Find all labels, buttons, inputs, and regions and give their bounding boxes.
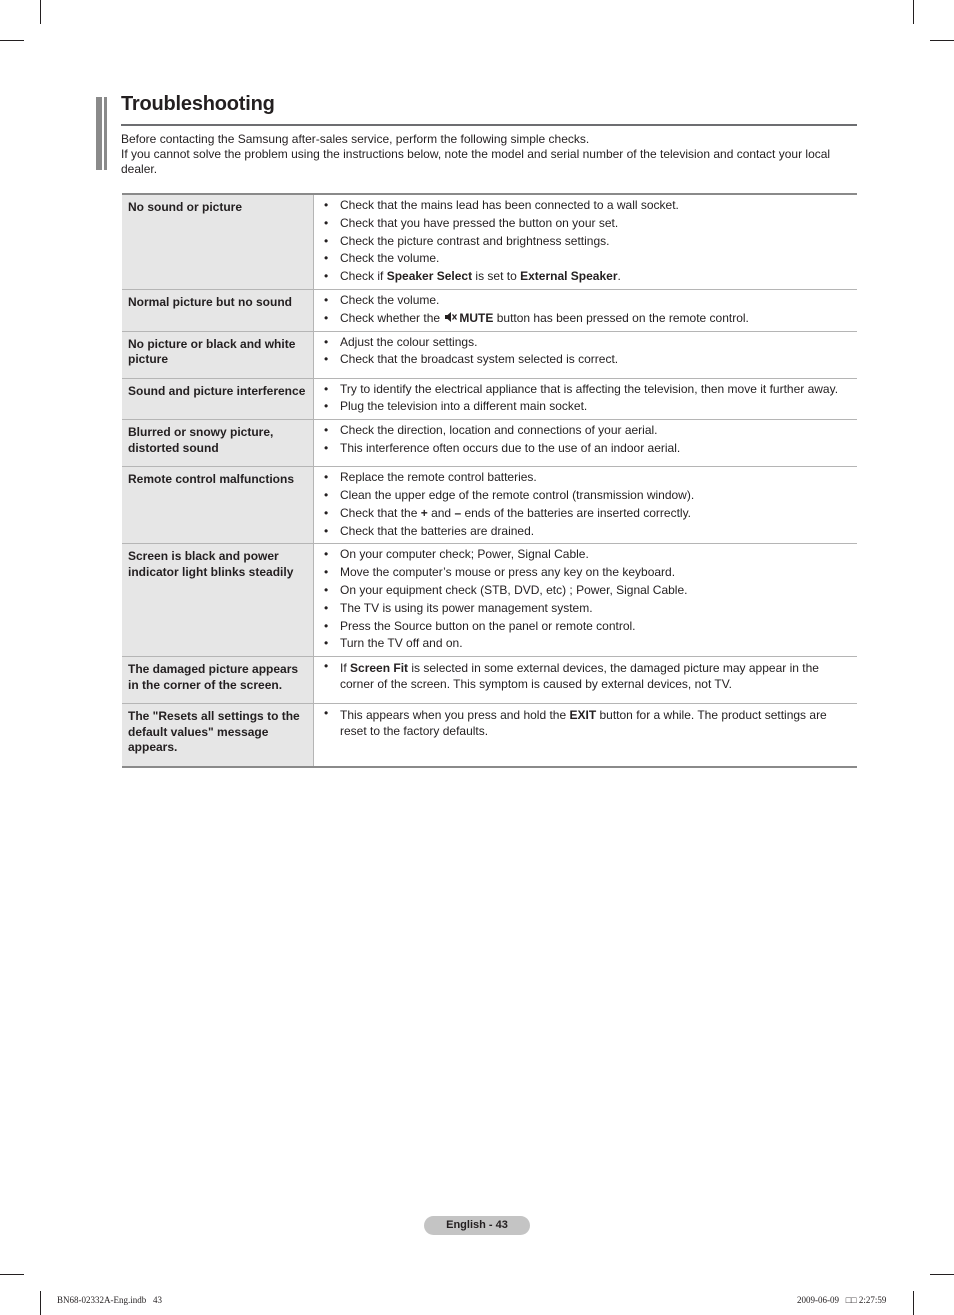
solution-list — [324, 706, 853, 741]
crop-mark — [0, 40, 24, 41]
list-item — [324, 635, 853, 653]
solution-list — [324, 292, 853, 328]
solution-list — [324, 381, 853, 417]
solution-text: On your computer check; Power, Signal Cable. — [340, 547, 589, 562]
list-item — [324, 351, 853, 369]
solution-text: Check that the mains lead has been connected to a wall socket. — [340, 198, 679, 212]
solution-text: Check that the batteries are drained. — [340, 523, 535, 538]
solution-text: and — [427, 505, 455, 520]
table-row — [122, 657, 857, 704]
solution-text: button has been pressed on the remote control. — [493, 310, 749, 325]
solution-cell — [314, 331, 858, 378]
solution-text: Try to identify the electrical appliance that is affecting the television, then move it further away. — [340, 381, 839, 396]
solution-list — [324, 197, 853, 286]
list-item — [324, 310, 853, 328]
solution-text: Check that the — [340, 505, 421, 520]
title-divider — [121, 124, 857, 126]
bold-term: + — [420, 505, 428, 520]
solution-text: is selected in some external devices, the damaged picture may appear in the corner of the screen. This symptom is caused by external devices, not TV. — [340, 661, 819, 691]
table-row — [122, 420, 857, 467]
list-item — [324, 469, 853, 487]
solution-text: Check the direction, location and connections of your aerial. — [340, 423, 658, 438]
list-item — [324, 334, 853, 352]
table-row — [122, 194, 857, 289]
solution-text: Adjust the colour settings. — [340, 334, 478, 349]
list-item — [324, 618, 853, 636]
bold-term: Screen Fit — [350, 661, 409, 676]
list-item — [324, 268, 853, 286]
problem-cell: Remote control malfunctions — [122, 467, 314, 544]
solution-list — [324, 422, 853, 458]
imprint-timestamp: 2009-06-09 □□ 2:27:59 — [797, 1295, 887, 1305]
solution-cell — [314, 544, 858, 657]
solution-text: is set to — [472, 269, 521, 284]
solution-text: Move the computer’s mouse or press any key on the keyboard. — [340, 565, 676, 580]
solution-text: Check that you have pressed the button on your set. — [340, 215, 619, 230]
list-item — [324, 250, 853, 268]
bold-term: External Speaker — [520, 269, 618, 284]
crop-mark — [40, 0, 41, 24]
solution-cell — [314, 378, 858, 420]
imprint-filename: BN68-02332A-Eng.indb 43 — [57, 1295, 162, 1305]
solution-text: Turn the TV off and on. — [340, 636, 463, 651]
troubleshooting-table — [122, 193, 857, 768]
solution-cell — [314, 194, 858, 289]
list-item — [324, 706, 853, 741]
crop-mark — [930, 1274, 954, 1275]
crop-mark — [930, 40, 954, 41]
problem-cell: Normal picture but no sound — [122, 289, 314, 331]
crop-mark — [913, 1291, 914, 1315]
solution-text: Check the picture contrast and brightness settings. — [340, 233, 610, 248]
solution-text: On your equipment check (STB, DVD, etc) ; Power, Signal Cable. — [340, 582, 688, 597]
table-row — [122, 704, 857, 767]
bold-term: Speaker Select — [386, 269, 473, 284]
list-item — [324, 564, 853, 582]
solution-cell — [314, 289, 858, 331]
page-number-badge: English - 43 — [424, 1216, 530, 1235]
list-item — [324, 505, 853, 523]
solution-list — [324, 334, 853, 370]
crop-mark — [40, 1291, 41, 1315]
bold-term: EXIT — [569, 708, 597, 723]
solution-text: Check the volume. — [340, 292, 440, 307]
problem-cell: Screen is black and power indicator light blinks steadily — [122, 544, 314, 657]
solution-text: Plug the television into a different main socket. — [340, 399, 588, 414]
problem-cell: The damaged picture appears in the corner of the screen. — [122, 657, 314, 704]
list-item — [324, 582, 853, 600]
problem-cell: Blurred or snowy picture, distorted sound — [122, 420, 314, 467]
solution-list — [324, 659, 853, 694]
list-item — [324, 546, 853, 564]
list-item — [324, 215, 853, 233]
list-item — [324, 422, 853, 440]
list-item — [324, 381, 853, 399]
solution-text: The TV is using its power management system. — [340, 600, 593, 615]
list-item — [324, 440, 853, 458]
title-decoration — [96, 97, 110, 170]
solution-cell — [314, 657, 858, 704]
list-item — [324, 233, 853, 251]
solution-list — [324, 546, 853, 653]
solution-text: This interference often occurs due to the use of an indoor aerial. — [340, 440, 681, 455]
solution-cell — [314, 420, 858, 467]
mute-icon — [444, 311, 457, 323]
list-item — [324, 487, 853, 505]
solution-text: Check that the broadcast system selected is correct. — [340, 352, 619, 367]
table-row — [122, 378, 857, 420]
solution-cell — [314, 704, 858, 767]
problem-cell: No sound or picture — [122, 194, 314, 289]
page-title: Troubleshooting — [121, 93, 275, 115]
intro-line: Before contacting the Samsung after-sales service, perform the following simple checks. — [121, 132, 590, 146]
solution-text: button for a while. The product settings are reset to the factory defaults. — [340, 708, 827, 738]
intro-line: If you cannot solve the problem using the instructions below, note the model and serial number of the television and contact your local dealer. — [121, 147, 831, 176]
solution-text: If — [340, 661, 351, 676]
crop-mark — [913, 0, 914, 24]
solution-text: This appears when you press and hold the — [340, 708, 570, 723]
list-item — [324, 197, 853, 215]
solution-text: . — [617, 269, 621, 284]
list-item — [324, 292, 853, 310]
table-row — [122, 544, 857, 657]
solution-text: Check if — [340, 269, 387, 284]
table-row — [122, 331, 857, 378]
bold-term: – — [454, 505, 462, 520]
solution-cell — [314, 467, 858, 544]
solution-text: Replace the remote control batteries. — [340, 470, 537, 485]
intro-text — [121, 132, 857, 177]
solution-text: ends of the batteries are inserted correctly. — [461, 505, 692, 520]
solution-text: Clean the upper edge of the remote control (transmission window). — [340, 487, 695, 502]
list-item — [324, 523, 853, 541]
problem-cell: No picture or black and white picture — [122, 331, 314, 378]
solution-text: Check whether the — [340, 310, 444, 325]
solution-text: Check the volume. — [340, 251, 440, 266]
list-item — [324, 398, 853, 416]
problem-cell: The "Resets all settings to the default values" message appears. — [122, 704, 314, 767]
solution-text: Press the Source button on the panel or remote control. — [340, 618, 636, 633]
table-row — [122, 289, 857, 331]
solution-list — [324, 469, 853, 540]
crop-mark — [0, 1274, 24, 1275]
list-item — [324, 659, 853, 694]
problem-cell: Sound and picture interference — [122, 378, 314, 420]
list-item — [324, 600, 853, 618]
bold-term: MUTE — [459, 310, 494, 325]
table-row — [122, 467, 857, 544]
